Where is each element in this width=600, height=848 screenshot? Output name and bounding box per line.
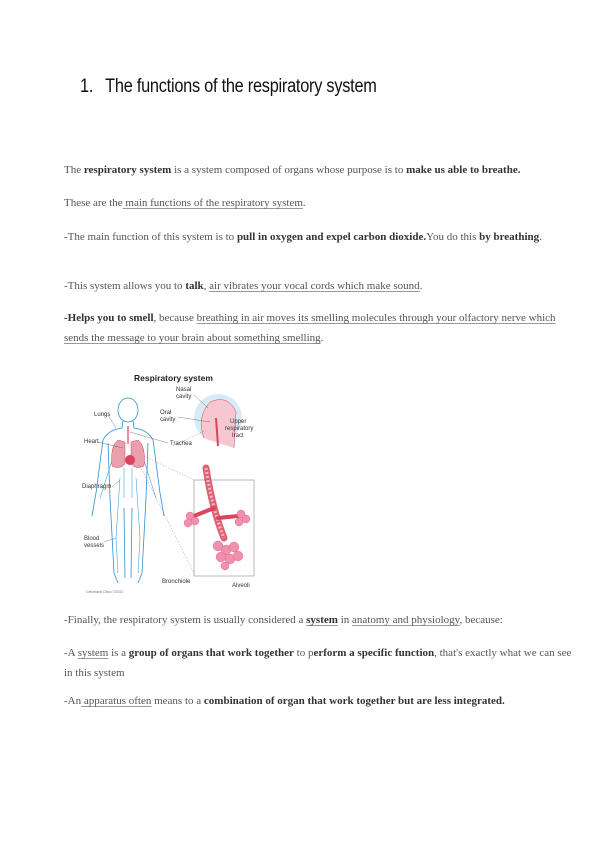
text: , because [153, 312, 197, 324]
underlined-text: apparatus often [81, 695, 152, 707]
text: means to a [151, 695, 204, 707]
label-bronchiole: Bronchiole [162, 579, 191, 585]
bold-text: group of organs that work together [128, 647, 294, 659]
text: . [419, 280, 423, 292]
bold-text: make us able to breathe. [406, 164, 521, 176]
text: These are the [64, 197, 123, 209]
bold-underlined-text: system [306, 614, 338, 626]
intro-paragraph [64, 160, 576, 180]
figure-title: Respiratory system [134, 373, 213, 383]
text: You do this [426, 231, 480, 243]
underlined-text: main functions of the respiratory system [122, 197, 303, 209]
main-functions-paragraph [64, 193, 576, 213]
label-oral-cavity: cavity [160, 417, 176, 423]
respiratory-diagram [78, 368, 278, 598]
blood-vessels [100, 448, 156, 573]
body-outline [92, 398, 164, 583]
bold-text: -Helps you to smell [64, 312, 154, 324]
label-cavity: cavity [176, 394, 192, 400]
label-upper: Upper [230, 419, 247, 425]
system-definition-paragraph [64, 643, 576, 683]
label-lungs: Lungs [94, 412, 111, 418]
text: The [64, 164, 84, 176]
text: -Finally, the respiratory system is usually considered a [64, 614, 307, 626]
bold-text: erform a specific function [313, 647, 435, 659]
respiratory-system-figure [78, 368, 278, 598]
label-vessels: vessels [84, 543, 105, 549]
heading-number: 1. [80, 76, 94, 97]
text: , that's exactly what we can see in this system [64, 647, 572, 679]
finally-paragraph [64, 610, 576, 630]
text: -The main function of this system is to [64, 231, 237, 243]
text: , because: [459, 614, 503, 626]
text: -A [64, 647, 78, 659]
heading-title: The functions of the respiratory system [105, 76, 377, 97]
function-talk-paragraph [64, 276, 576, 296]
text: . [539, 231, 542, 243]
text: -This system allows you to [64, 280, 186, 292]
text: to p [293, 647, 314, 659]
label-blood: Blood [84, 536, 100, 542]
text: . [302, 197, 306, 209]
function-breathing-paragraph [64, 227, 576, 247]
label-tract: tract [232, 433, 244, 439]
text: in [337, 614, 352, 626]
underlined-text: breathing in air moves its smelling molecules through your olfactory nerve which sends the message to your brain about something smelling [64, 312, 556, 344]
lungs-shape [112, 426, 145, 468]
apparatus-definition-paragraph [64, 691, 576, 711]
text: , [203, 280, 210, 292]
function-smell-paragraph [64, 308, 576, 348]
bold-text: respiratory system [83, 164, 172, 176]
zoom-lines [140, 430, 206, 573]
text: is a system composed of organs whose purpose is to [171, 164, 407, 176]
page-heading [80, 76, 377, 98]
label-heart: Heart [84, 439, 99, 445]
zoom-box [194, 480, 254, 576]
label-nasal: Nasal [176, 387, 192, 393]
underlined-text: anatomy and physiology [352, 614, 460, 626]
bronchiole-shape [194, 468, 238, 538]
text: is a [108, 647, 129, 659]
underlined-text: air vibrates your vocal cords which make sound [209, 280, 420, 292]
underlined-text: system [77, 647, 109, 659]
bold-text: talk [185, 280, 204, 292]
text: -An [64, 695, 82, 707]
label-diaphragm: Diaphragm [82, 484, 112, 490]
bold-text: combination of organ that work together but are less integrated. [203, 695, 505, 707]
label-alveoli: Alveoli [232, 583, 250, 589]
label-respiratory: respiratory [225, 426, 254, 432]
text: . [320, 332, 324, 344]
label-trachea: Trachea [170, 441, 192, 447]
bold-text: pull in oxygen and expel carbon dioxide. [236, 231, 427, 243]
figure-credit: Cleveland Clinic ©2022 [86, 590, 124, 594]
bold-text: by breathing [479, 231, 540, 243]
label-oral: Oral [160, 410, 172, 416]
